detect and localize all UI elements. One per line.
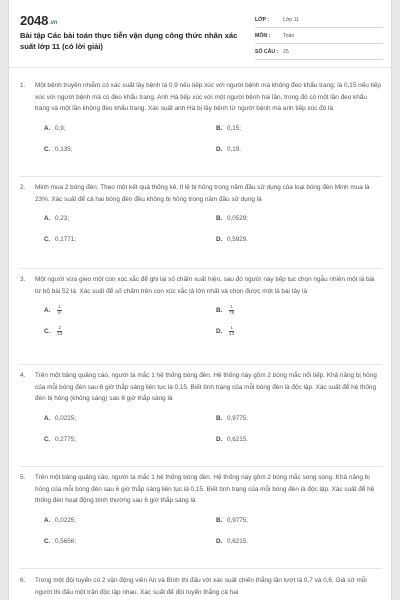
- question-number: 1.: [20, 82, 26, 89]
- option-text: 0,2775;: [55, 435, 77, 443]
- option-a[interactable]: [44, 515, 216, 526]
- answer-options: [44, 305, 382, 337]
- option-key: C.: [44, 145, 51, 153]
- fraction: [229, 305, 234, 316]
- option-key: B.: [216, 124, 223, 132]
- question-6: [20, 575, 382, 598]
- question-2: [20, 182, 382, 245]
- document-meta: [255, 12, 383, 60]
- fraction-denominator: 13: [229, 332, 235, 337]
- option-text: 0,9;: [55, 124, 66, 132]
- option-text: 0,15;: [227, 124, 242, 132]
- option-d[interactable]: [216, 144, 366, 155]
- option-a[interactable]: [44, 305, 216, 316]
- answer-options: [44, 213, 382, 245]
- option-b[interactable]: [216, 123, 366, 134]
- option-key: D.: [216, 435, 223, 443]
- option-a[interactable]: [44, 413, 216, 424]
- fraction-denominator: 78: [229, 311, 235, 316]
- fraction-denominator: 13: [57, 332, 63, 337]
- option-a[interactable]: [44, 213, 216, 224]
- question-text: Trên một bảng quảng cáo, người ta mắc 1 hệ thống bóng đèn. Hệ thống này gồm 2 bóng mắc song song. Khả năng bị hỏng của mỗi bóng đèn sau 6 giờ thắp sáng liên tục là 0,15. Biết tình trạng của mỗi bóng đèn là độc lập. Xác suất để hệ thống đèn hoạt động bình thường sau 6 giờ thắp sáng là: [35, 474, 375, 504]
- option-key: A.: [44, 516, 51, 524]
- option-text: 0,1771;: [55, 236, 77, 243]
- option-text: 0,23;: [55, 215, 70, 222]
- fraction-numerator: 1: [58, 305, 61, 310]
- divider: [20, 466, 382, 467]
- question-text: Minh mua 2 bóng đèn. Theo một kết quả thống kê, tỉ lệ bị hỏng trong năm đầu sử dụng của loại bóng đèn Minh mua là 23%. Xác suất để cả hai bóng đèn đều không bị hỏng trong năm đầu sử dụng là: [35, 184, 370, 203]
- option-key: B.: [216, 414, 223, 422]
- answer-options: [44, 123, 382, 155]
- option-text: 0,5929.: [227, 236, 249, 243]
- meta-row-count: [255, 44, 383, 60]
- meta-key: LỚP :: [255, 16, 270, 23]
- fraction-denominator: 6: [58, 311, 61, 316]
- option-key: D.: [216, 236, 223, 243]
- question-text: Một bệnh truyền nhiễm có xác suất lây bệnh là 0,9 nếu tiếp xúc với người bệnh mà không đeo khẩu trang; là 0,15 nếu tiếp xúc với người bệnh mà có đeo khẩu trang. Anh Hà tiếp xúc với một người bệnh hai lần, trong đó có một lần đeo khẩu trang và một lần không đeo khẩu trang. Xác suất anh Hà bị lây bệnh từ người bệnh mà anh tiếp xúc đó là: [35, 82, 381, 112]
- option-b[interactable]: [216, 305, 366, 316]
- option-c[interactable]: [44, 434, 216, 445]
- meta-key: MÔN :: [255, 32, 271, 39]
- option-key: B.: [216, 215, 223, 222]
- question-5: [20, 472, 382, 547]
- divider: [20, 364, 382, 365]
- question-number: 3.: [20, 276, 26, 283]
- divider: [20, 268, 382, 269]
- divider: [20, 568, 382, 569]
- option-text: 0,5656;: [55, 537, 77, 545]
- option-key: D.: [216, 537, 223, 545]
- option-key: B.: [216, 307, 223, 314]
- option-key: D.: [216, 145, 223, 153]
- option-key: C.: [44, 537, 51, 545]
- option-c[interactable]: [44, 326, 216, 337]
- question-4: [20, 370, 382, 445]
- question-number: 2.: [20, 184, 26, 191]
- question-number: 4.: [20, 372, 26, 379]
- answer-options: [44, 515, 382, 547]
- document-page: [8, 0, 392, 600]
- fraction: [229, 326, 234, 337]
- fraction-numerator: 1: [230, 305, 233, 310]
- fraction: [57, 326, 62, 337]
- question-number: 6.: [20, 577, 26, 584]
- option-text: 0,135;: [55, 145, 73, 153]
- document-header: [9, 0, 391, 68]
- option-d[interactable]: [216, 234, 366, 245]
- option-c[interactable]: [44, 234, 216, 245]
- option-b[interactable]: [216, 413, 366, 424]
- question-text: Trên một bảng quảng cáo, người ta mắc 1 hệ thống bóng đèn. Hệ thống này gồm 2 bóng mắc nối tiếp. Khả năng bị hỏng của mỗi bóng đèn sau 6 giờ thắp sáng liên tục là 0,15. Biết tình trạng của mỗi bóng đèn là độc lập. Xác suất để hệ thống đèn bị hỏng (không sáng) sau 6 giờ thắp sáng là: [35, 372, 377, 402]
- option-key: C.: [44, 435, 51, 443]
- meta-value: 25: [283, 48, 289, 55]
- question-1: [20, 80, 382, 155]
- fraction-numerator: 2: [58, 326, 61, 331]
- option-key: C.: [44, 328, 51, 335]
- option-key: A.: [44, 215, 51, 222]
- divider: [20, 176, 382, 177]
- meta-value: Toán: [283, 32, 295, 39]
- meta-key: SỐ CÂU :: [255, 48, 279, 55]
- option-text: 0,0225;: [55, 414, 77, 422]
- option-a[interactable]: [44, 123, 216, 134]
- option-text: 0,6215.: [227, 435, 249, 443]
- option-text: 0,0225;: [55, 516, 77, 524]
- logo-tld: .vn: [49, 20, 58, 26]
- site-logo[interactable]: [20, 13, 57, 28]
- question-3: [20, 274, 382, 337]
- meta-row-class: [255, 12, 383, 28]
- option-key: A.: [44, 414, 51, 422]
- option-key: A.: [44, 124, 51, 132]
- option-c[interactable]: [44, 144, 216, 155]
- option-text: 0,9775;: [227, 516, 249, 524]
- option-key: D.: [216, 328, 223, 335]
- option-b[interactable]: [216, 515, 366, 526]
- option-c[interactable]: [44, 536, 216, 547]
- answer-options: [44, 413, 382, 445]
- option-d[interactable]: [216, 536, 366, 547]
- option-d[interactable]: [216, 326, 366, 337]
- option-text: 0,6215.: [227, 537, 249, 545]
- question-text: Một người vừa gieo một con xúc xắc để ghi lại số chấm xuất hiện, sau đó người này tiếp tục chọn ngẫu nhiên một lá bài từ bộ bài 52 lá. Xác suất để số chấm trên con xúc xắc là lớn nhất và chọn được một lá bài tây là: [35, 276, 375, 295]
- option-text: 0,9775;: [227, 414, 249, 422]
- option-text: 0,0529;: [227, 215, 249, 222]
- meta-row-subject: [255, 28, 383, 44]
- option-key: C.: [44, 236, 51, 243]
- option-b[interactable]: [216, 213, 366, 224]
- question-text: Trong một đội tuyển có 2 vận động viên An và Bình thi đấu với xác suất chiến thắng lần lượt là 0,7 và 0,6. Giả sử mỗi người thi đấu một trận độc lập nhau. Xác suất để đội tuyển thắng cả hai: [35, 577, 367, 596]
- fraction: [57, 305, 62, 316]
- option-key: A.: [44, 307, 51, 314]
- meta-value: Lớp 11: [283, 16, 299, 23]
- option-text: 0,19.: [227, 145, 242, 153]
- question-number: 5.: [20, 474, 26, 481]
- option-key: B.: [216, 516, 223, 524]
- fraction-numerator: 1: [230, 326, 233, 331]
- logo-name: 2048: [20, 13, 49, 28]
- document-title: Bài tập Các bài toán thực tiễn vận dụng công thức nhân xác suất lớp 11 (có lời giải): [20, 31, 238, 51]
- option-d[interactable]: [216, 434, 366, 445]
